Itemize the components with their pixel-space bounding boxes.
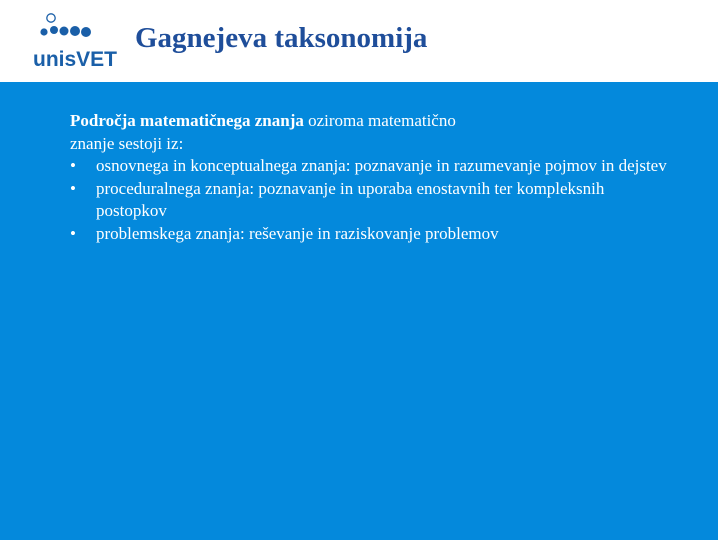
- list-item-text: proceduralnega znanja: poznavanje in uporaba enostavnih ter kompleksnih postopkov: [96, 178, 605, 220]
- bullet-list: [70, 155, 670, 245]
- unisvet-logo: [30, 10, 130, 72]
- bullet-marker: •: [70, 178, 76, 198]
- intro-bold-phrase: Področja matematičnega znanja: [70, 111, 304, 130]
- slide-header: [0, 0, 720, 82]
- body-text: [70, 110, 670, 245]
- bullet-marker: •: [70, 223, 76, 243]
- intro-line-1: [70, 110, 670, 133]
- list-item: [70, 155, 670, 178]
- list-item: [70, 223, 670, 246]
- intro-line-2: znanje sestoji iz:: [70, 133, 184, 153]
- slide-title: Gagnejeva taksonomija: [135, 22, 428, 54]
- svg-text:unisVET: unisVET: [33, 48, 118, 71]
- list-item-text: problemskega znanja: reševanje in raziskovanje problemov: [96, 223, 499, 243]
- list-item: [70, 178, 670, 223]
- list-item-text: osnovnega in konceptualnega znanja: poznavanje in razumevanje pojmov in dejstev: [96, 156, 667, 175]
- intro-rest: oziroma matematično: [303, 111, 456, 130]
- bullet-marker: •: [70, 156, 76, 175]
